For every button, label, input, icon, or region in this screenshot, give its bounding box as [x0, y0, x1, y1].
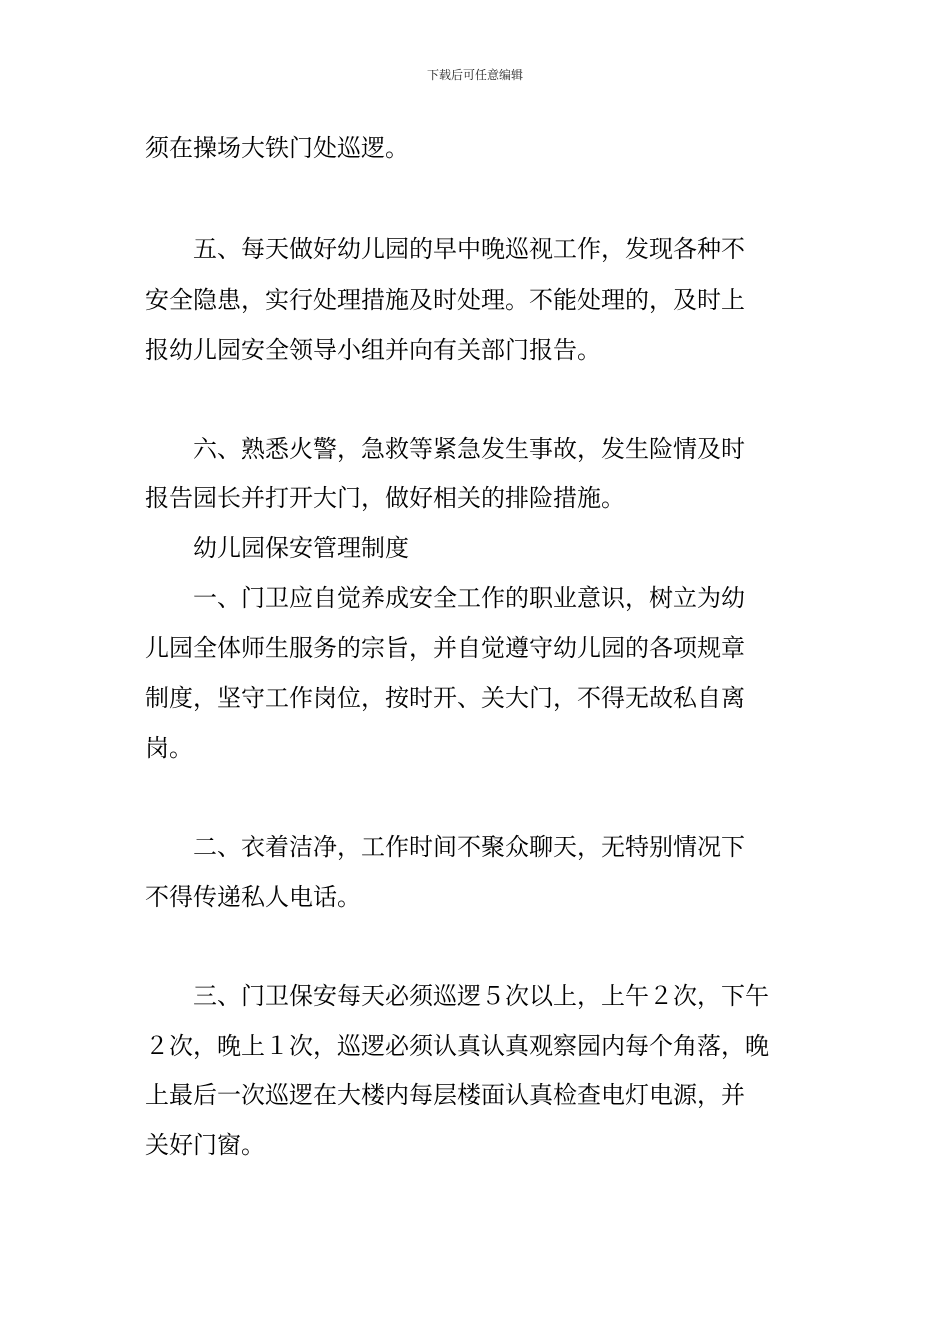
text-line: 不得传递私人电话。: [145, 883, 361, 911]
section-title: 幼儿园保安管理制度: [145, 534, 409, 562]
text-line: 三、门卫保安每天必须巡逻５次以上，上午２次，下午: [145, 982, 769, 1010]
text-line: 安全隐患，实行处理措施及时处理。不能处理的，及时上: [145, 286, 745, 314]
page-header: 下载后可任意编辑: [426, 68, 523, 82]
text-line: 二、衣着洁净，工作时间不聚众聊天，无特别情况下: [145, 833, 745, 861]
text-line: 须在操场大铁门处巡逻。: [145, 134, 409, 162]
text-line: 一、门卫应自觉养成安全工作的职业意识，树立为幼: [145, 584, 745, 612]
text-line: 岗。: [145, 734, 193, 762]
text-line: 制度，坚守工作岗位，按时开、关大门，不得无故私自离: [145, 684, 745, 712]
text-line: 报告园长并打开大门，做好相关的排险措施。: [145, 484, 625, 512]
text-line: 上最后一次巡逻在大楼内每层楼面认真检查电灯电源，并: [145, 1081, 745, 1109]
text-line: 儿园全体师生服务的宗旨，并自觉遵守幼儿园的各项规章: [145, 634, 745, 662]
text-line: 关好门窗。: [145, 1131, 265, 1159]
text-line: 五、每天做好幼儿园的早中晚巡视工作，发现各种不: [145, 235, 745, 263]
text-line: 报幼儿园安全领导小组并向有关部门报告。: [145, 336, 601, 364]
text-line: ２次，晚上１次，巡逻必须认真认真观察园内每个角落，晚: [145, 1032, 769, 1060]
text-line: 六、熟悉火警，急救等紧急发生事故，发生险情及时: [145, 435, 745, 463]
